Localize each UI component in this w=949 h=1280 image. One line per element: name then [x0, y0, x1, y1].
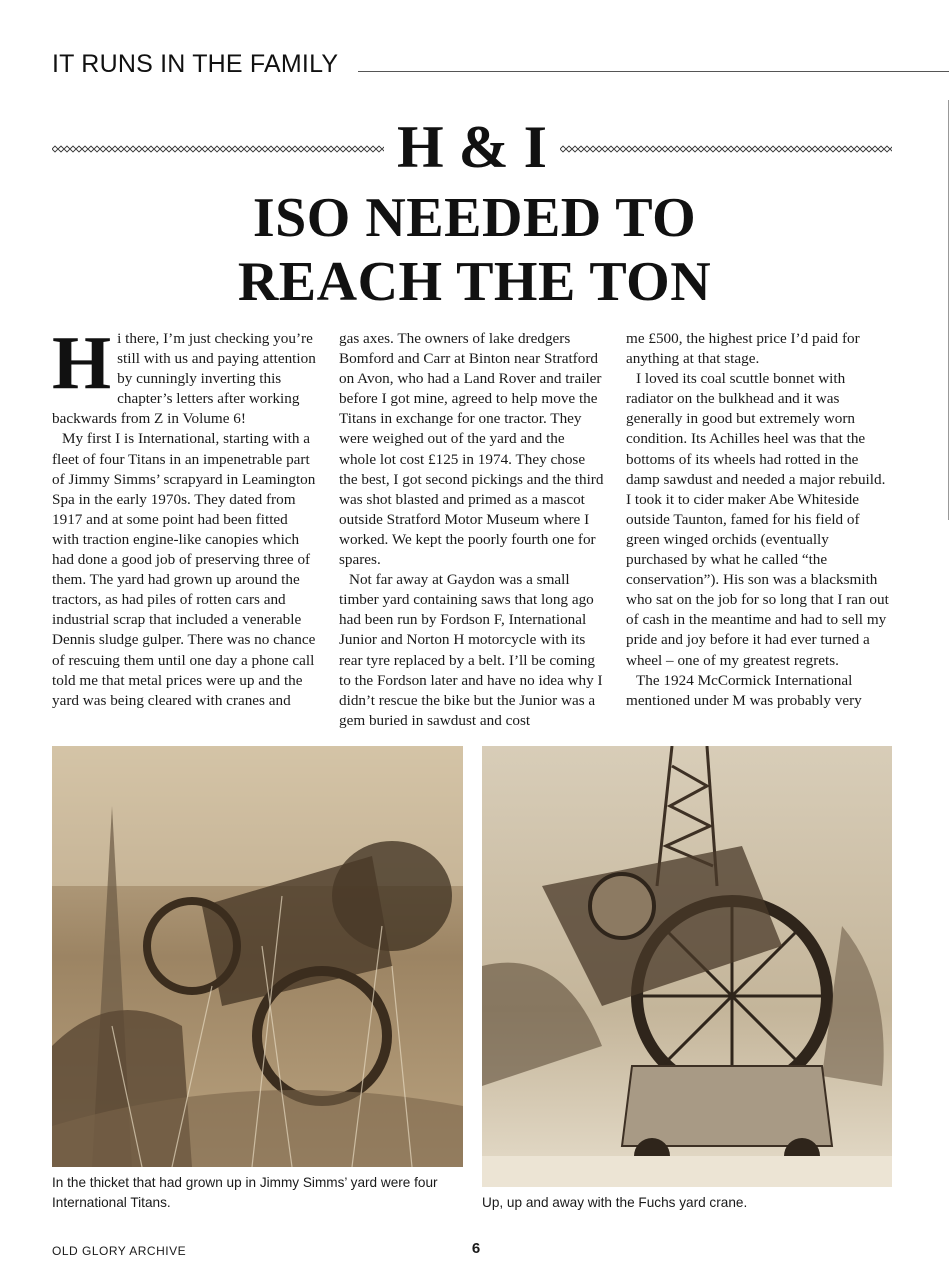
page-number: 6	[471, 1240, 481, 1257]
photo-thicket-titans	[52, 746, 463, 1167]
paragraph: gas axes. The owners of lake dredgers Bomford and Carr at Binton near Stratford on Avon, who had a Land Rover and trailer before I got mine, agreed to help move the Titans in exchange for one tractor. They were weighed out of the yard and the whole lot cost £125 in 1974. They chose the best, I got second pickings and the third was shot blasted and primed as a mascot outside Stratford Motor Museum where I worked. We kept the poorly fourth one for spares.	[339, 330, 604, 569]
drop-cap: H	[52, 329, 112, 405]
headline-line-2: REACH THE TON	[237, 251, 712, 313]
body-column-2	[339, 329, 605, 734]
section-title: IT RUNS IN THE FAMILY	[52, 50, 344, 79]
article-headline	[0, 186, 949, 314]
body-column-1	[52, 329, 318, 734]
section-header-rule	[358, 71, 949, 72]
paragraph-text: i there, I’m just checking you’re still with us and paying attention by cunningly inverting this chapter’s letters after working backwards from Z in Volume 6!	[52, 330, 316, 428]
section-header	[52, 50, 949, 80]
paragraph	[52, 329, 318, 429]
footer-publication: OLD GLORY ARCHIVE	[52, 1244, 187, 1258]
paragraph: me £500, the highest price I’d paid for anything at that stage.	[626, 330, 860, 368]
article-kicker: H & I	[397, 114, 547, 180]
headline-line-1: ISO NEEDED TO	[252, 187, 697, 249]
photo-caption-left: In the thicket that had grown up in Jimmy Simms’ yard were four International Titans.	[52, 1175, 438, 1210]
photo-caption-right: Up, up and away with the Fuchs yard crane.	[482, 1195, 748, 1210]
paragraph: Not far away at Gaydon was a small timber yard containing saws that long ago had been run by Fordson F, International Junior and Norton H motorcycle with its rear tyre replaced by a belt. I’ll be coming to the Fordson later and have no idea why I didn’t rescue the bike but the Junior was a gem buried in sawdust and cost	[339, 571, 603, 729]
paragraph: I loved its coal scuttle bonnet with radiator on the bulkhead and it was generally in good but extremely worn condition. Its Achilles heel was that the bottoms of its wheels had rotted in the damp sawdust and needed a major rebuild. I took it to cider maker Abe Whiteside outside Taunton, famed for his field of green winged orchids (eventually purchased by what he called “the conservation”). His son was a blacksmith who sat on the job for so long that I ran out of cash in the meantime and had to sell my pride and joy before it had ever turned a wheel – one of my greatest regrets.	[626, 370, 889, 669]
body-column-3	[626, 329, 892, 734]
paragraph: My first I is International, starting with a fleet of four Titans in an impenetrable part of Jimmy Simms’ scrapyard in Leamington Spa in the early 1970s. They dated from 1917 and at some point had been fitted with traction engine-like canopies which had done a good job of preserving three of them. The yard had grown up around the tractors, as had piles of rotten cars and industrial scrap that included a venerable Dennis sludge gulper. There was no chance of rescuing them until one day a phone call told me that metal prices were up and the yard was being cleared with cranes and	[52, 430, 316, 709]
photo-crane-lift	[482, 746, 892, 1187]
paragraph: The 1924 McCormick International mentioned under M was probably very	[626, 671, 862, 709]
title-row	[52, 112, 892, 182]
ornament-diamond-line-right	[560, 144, 892, 154]
